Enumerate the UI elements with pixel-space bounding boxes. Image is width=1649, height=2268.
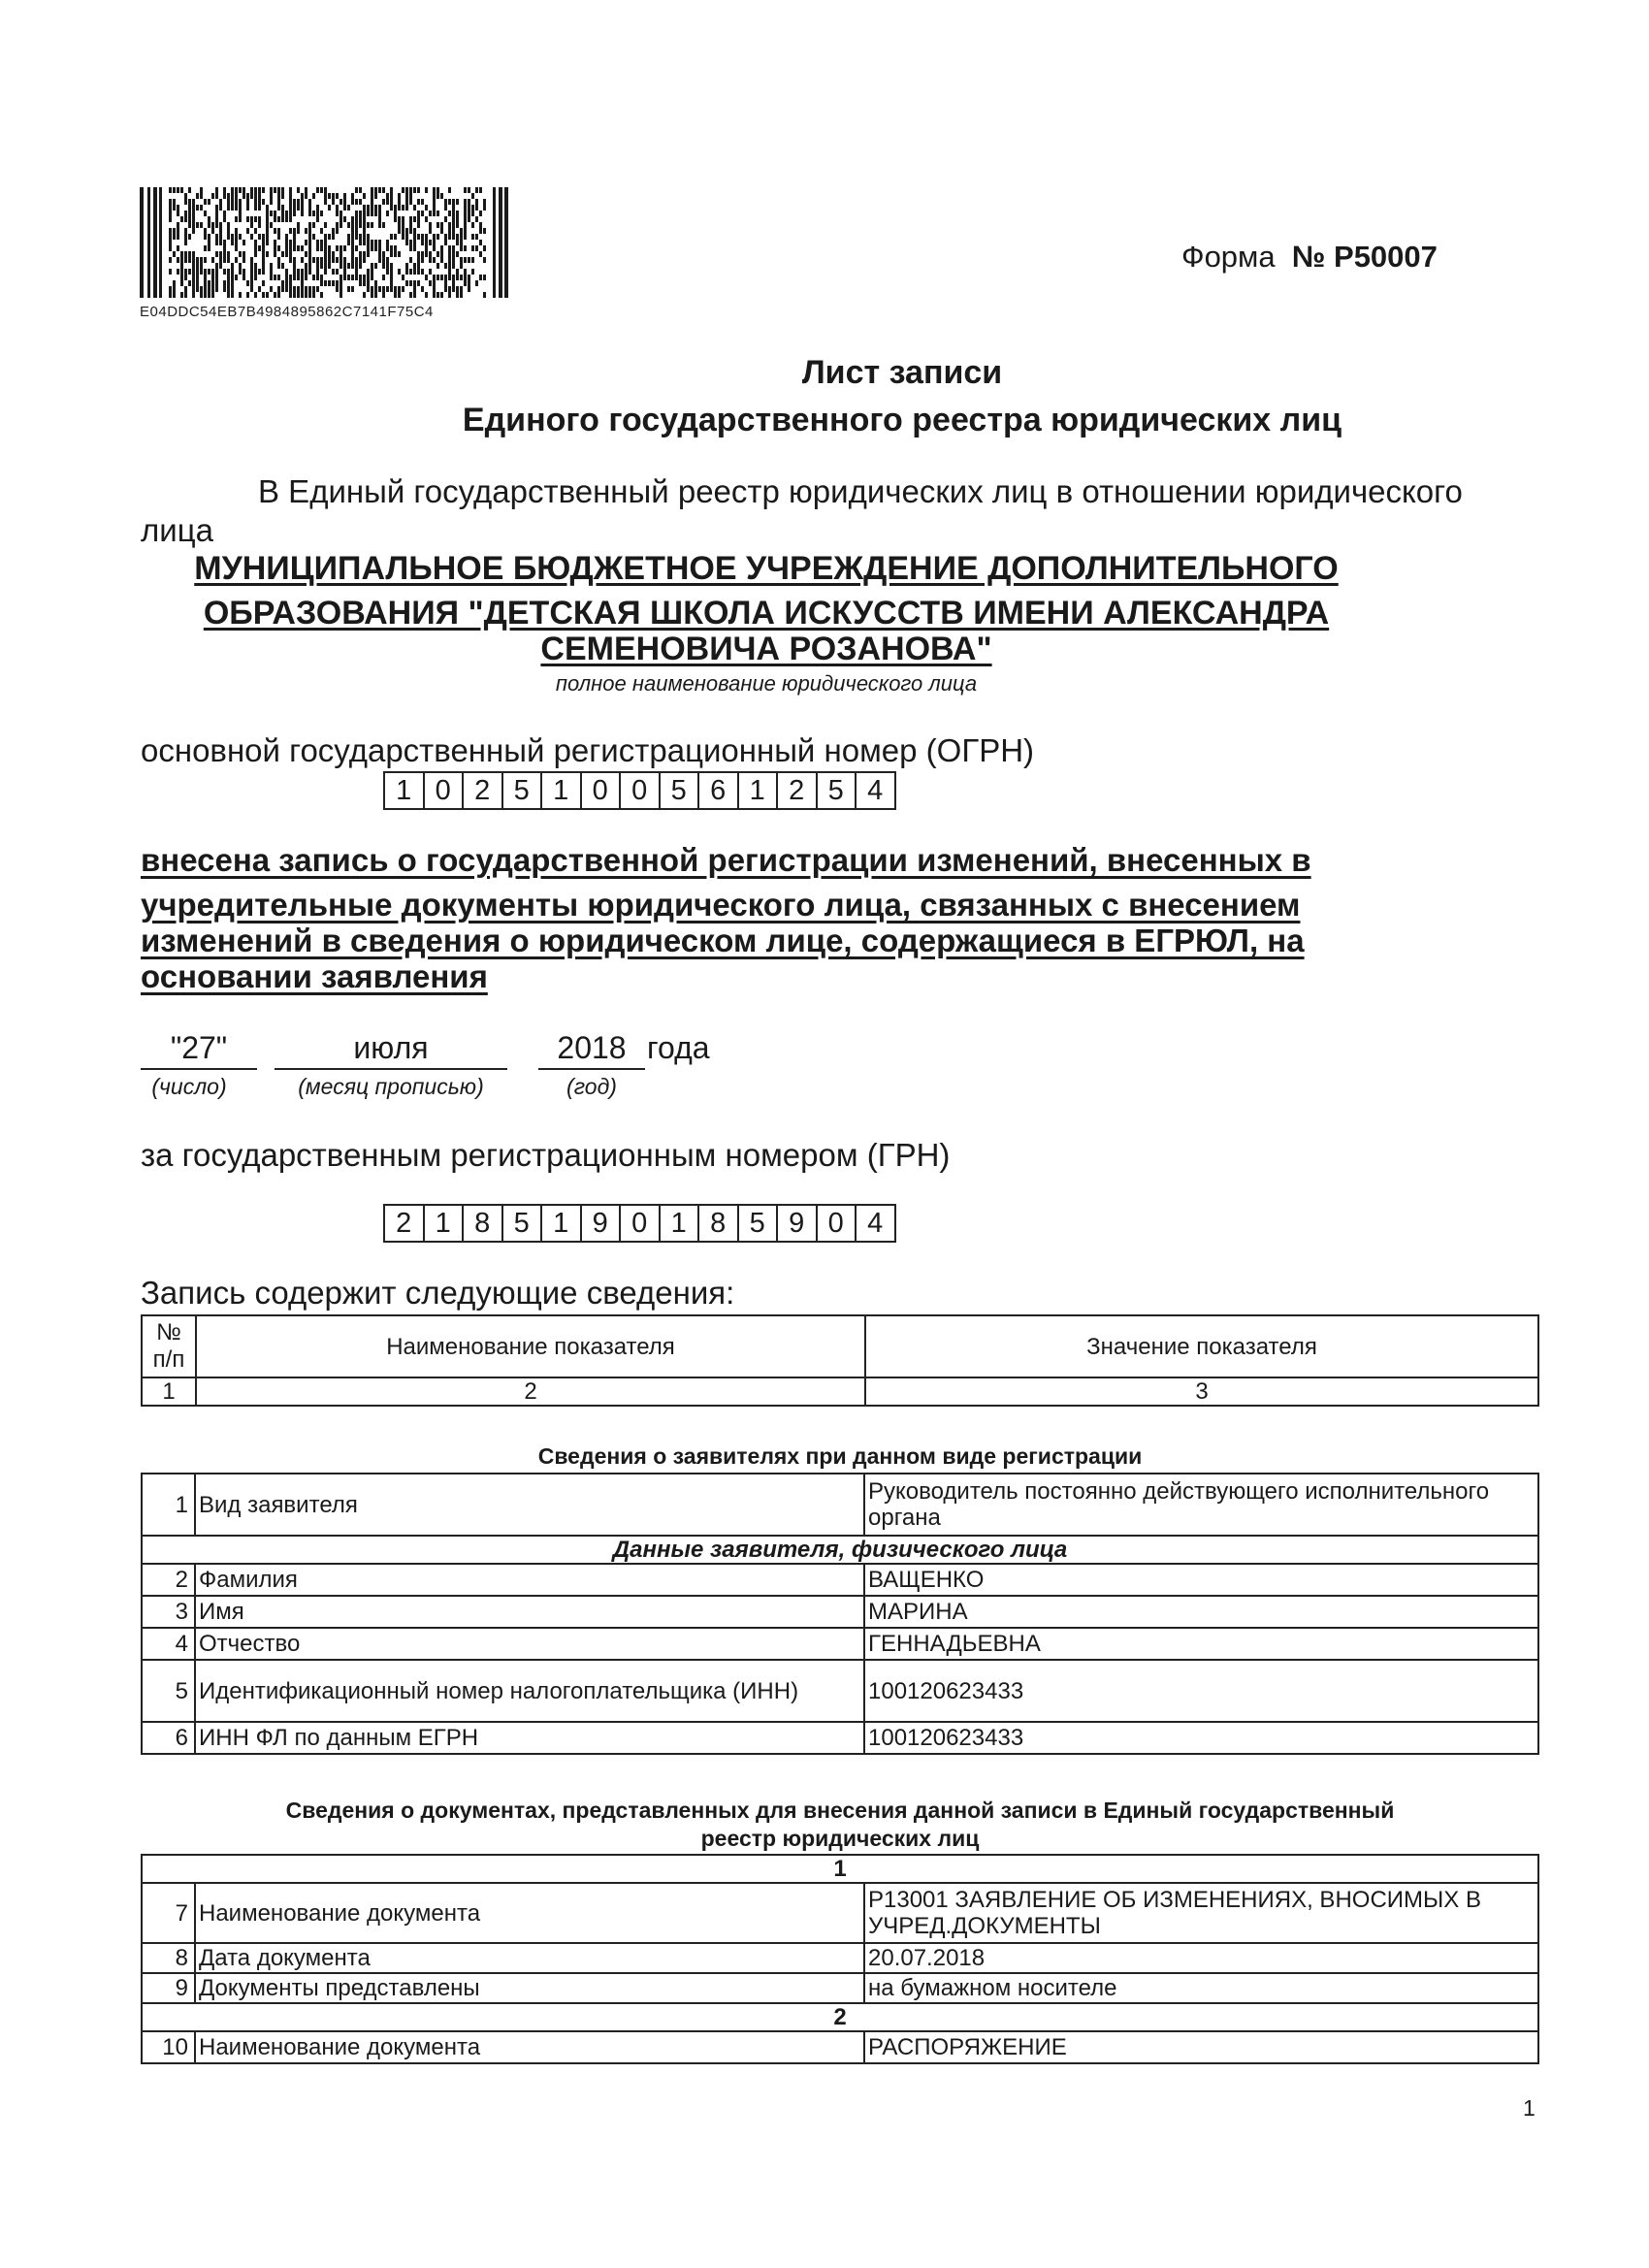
- ogrn-digit: 2: [464, 773, 503, 808]
- ogrn-digit: 5: [818, 773, 857, 808]
- form-prefix: Форма: [1181, 240, 1276, 274]
- table-group-row: [142, 1855, 1538, 1883]
- application-date-month: июля: [275, 1030, 507, 1070]
- applicant-subheader: Данные заявителя, физического лица: [142, 1536, 1538, 1564]
- row-number: 2: [142, 1564, 195, 1596]
- row-value: 20.07.2018: [864, 1943, 1538, 1973]
- grn-digit: 1: [661, 1206, 700, 1241]
- ogrn-digit: 0: [425, 773, 465, 808]
- table-header-row: [142, 1315, 1538, 1377]
- row-name: Документы представлены: [195, 1973, 864, 2003]
- ogrn-label: основной государственный регистрационный номер (ОГРН): [141, 732, 1035, 768]
- application-date-year: 2018: [538, 1030, 645, 1070]
- application-date-day: "27": [141, 1030, 257, 1070]
- document-title: Лист записи: [801, 354, 1003, 391]
- row-value: ГЕННАДЬЕВНА: [864, 1628, 1538, 1660]
- record-text-line1: внесена запись о государственной регистрации изменений, внесенных в: [141, 842, 1311, 878]
- row-value: 100120623433: [864, 1722, 1538, 1754]
- table-row: [142, 1660, 1538, 1722]
- barcode-code: E04DDC54EB7B4984895862C7141F75C4: [140, 304, 434, 320]
- row-name: Наименование документа: [195, 2031, 864, 2063]
- applicants-table: [141, 1473, 1539, 1755]
- page-number: 1: [1523, 2095, 1536, 2121]
- row-name: Вид заявителя: [195, 1474, 864, 1536]
- date-day-caption: (число): [151, 1074, 227, 1099]
- grn-label: за государственным регистрационным номером (ГРН): [141, 1137, 951, 1173]
- grn-digit: 8: [699, 1206, 739, 1241]
- row-name: ИНН ФЛ по данным ЕГРН: [195, 1722, 864, 1754]
- row-name: Идентификационный номер налогоплательщика (ИНН): [195, 1660, 864, 1722]
- grn-digit: 0: [818, 1206, 857, 1241]
- document-subtitle: Единого государственного реестра юридических лиц: [462, 402, 1342, 438]
- table-row: [142, 1474, 1538, 1536]
- section-documents-title-line2: реестр юридических лиц: [700, 1826, 980, 1851]
- row-number: 6: [142, 1722, 195, 1754]
- table-row: [142, 1564, 1538, 1596]
- ogrn-digit: 5: [503, 773, 543, 808]
- row-value: ВАЩЕНКО: [864, 1564, 1538, 1596]
- row-value: РАСПОРЯЖЕНИЕ: [864, 2031, 1538, 2063]
- row-number: 7: [142, 1883, 195, 1943]
- grn-digit: 5: [739, 1206, 779, 1241]
- row-number: 4: [142, 1628, 195, 1660]
- ogrn-digit: 2: [778, 773, 818, 808]
- grn-digit: 1: [542, 1206, 582, 1241]
- ogrn-digit: 0: [582, 773, 622, 808]
- grn-digit-boxes: [383, 1204, 896, 1243]
- record-contains-label: Запись содержит следующие сведения:: [141, 1275, 735, 1311]
- row-number: 1: [142, 1474, 195, 1536]
- row-name: Отчество: [195, 1628, 864, 1660]
- grn-digit: 8: [464, 1206, 503, 1241]
- documents-table: [141, 1854, 1539, 2064]
- row-name: Наименование документа: [195, 1883, 864, 1943]
- record-text-line2: учредительные документы юридического лица, связанных с внесением: [141, 887, 1301, 923]
- header-num-3: 3: [865, 1377, 1538, 1406]
- organization-name-line1: МУНИЦИПАЛЬНОЕ БЮДЖЕТНОЕ УЧРЕЖДЕНИЕ ДОПОЛНИТЕЛЬНОГО: [194, 550, 1339, 587]
- row-number: 5: [142, 1660, 195, 1722]
- table-header-numbering-row: [142, 1377, 1538, 1406]
- date-year-caption: (год): [566, 1074, 617, 1099]
- record-text-line3: изменений в сведения о юридическом лице, содержащиеся в ЕГРЮЛ, на: [141, 923, 1305, 958]
- table-row: [142, 1883, 1538, 1943]
- table-row: [142, 1628, 1538, 1660]
- ogrn-digit: 1: [385, 773, 425, 808]
- row-number: 3: [142, 1596, 195, 1628]
- section-applicants-title: Сведения о заявителях при данном виде регистрации: [537, 1443, 1143, 1469]
- section-documents-title: [141, 1797, 1539, 1853]
- table-group-row: [142, 2003, 1538, 2031]
- row-name: Дата документа: [195, 1943, 864, 1973]
- organization-name-line2: ОБРАЗОВАНИЯ "ДЕТСКАЯ ШКОЛА ИСКУССТВ ИМЕНИ АЛЕКСАНДРА: [203, 595, 1330, 632]
- row-number: 10: [142, 2031, 195, 2063]
- row-value: 100120623433: [864, 1660, 1538, 1722]
- document-group-number: 1: [142, 1855, 1538, 1883]
- header-num-1: 1: [142, 1377, 196, 1406]
- ogrn-digit-boxes: [383, 771, 896, 810]
- row-number: 8: [142, 1943, 195, 1973]
- table-row: [142, 1722, 1538, 1754]
- table-row: [142, 1596, 1538, 1628]
- ogrn-digit: 5: [661, 773, 700, 808]
- ogrn-digit: 1: [739, 773, 779, 808]
- grn-digit: 9: [582, 1206, 622, 1241]
- grn-digit: 1: [425, 1206, 465, 1241]
- grn-digit: 4: [867, 1208, 884, 1239]
- header-col-number: № п/п: [142, 1315, 196, 1377]
- record-header-table: [141, 1314, 1539, 1407]
- grn-digit: 0: [621, 1206, 661, 1241]
- ogrn-digit: 0: [621, 773, 661, 808]
- ogrn-digit: 1: [542, 773, 582, 808]
- intro-text-line2: лица: [141, 512, 213, 548]
- organization-name-line3: СЕМЕНОВИЧА РОЗАНОВА": [540, 631, 992, 667]
- date-month-caption: (месяц прописью): [298, 1074, 484, 1099]
- header-col-indicator-name: Наименование показателя: [196, 1315, 865, 1377]
- document-group-number: 2: [142, 2003, 1538, 2031]
- grn-digit: 2: [385, 1206, 425, 1241]
- organization-name-caption: полное наименование юридического лица: [555, 671, 978, 696]
- application-date-suffix: года: [647, 1030, 710, 1065]
- row-value: МАРИНА: [864, 1596, 1538, 1628]
- row-number: 9: [142, 1973, 195, 2003]
- header-num-2: 2: [196, 1377, 865, 1406]
- table-row: [142, 1943, 1538, 1973]
- ogrn-digit: 6: [699, 773, 739, 808]
- record-text-line4: основании заявления: [141, 958, 488, 994]
- row-name: Имя: [195, 1596, 864, 1628]
- ogrn-digit: 4: [867, 775, 884, 806]
- header-col-indicator-value: Значение показателя: [865, 1315, 1538, 1377]
- table-row: [142, 1973, 1538, 2003]
- barcode-image: [140, 187, 510, 298]
- row-value: Руководитель постоянно действующего исполнительного органа: [864, 1474, 1538, 1536]
- form-number: [1181, 240, 1438, 275]
- table-row: [142, 2031, 1538, 2063]
- grn-digit: 9: [778, 1206, 818, 1241]
- table-subheader-row: [142, 1536, 1538, 1564]
- row-value: Р13001 ЗАЯВЛЕНИЕ ОБ ИЗМЕНЕНИЯХ, ВНОСИМЫХ В УЧРЕД.ДОКУМЕНТЫ: [864, 1883, 1538, 1943]
- row-name: Фамилия: [195, 1564, 864, 1596]
- form-number-value: № Р50007: [1291, 240, 1438, 274]
- grn-digit: 5: [503, 1206, 543, 1241]
- intro-text-line1: В Единый государственный реестр юридических лиц в отношении юридического: [258, 473, 1463, 509]
- row-value: на бумажном носителе: [864, 1973, 1538, 2003]
- section-documents-title-line1: Сведения о документах, представленных для внесения данной записи в Единый государственный: [285, 1798, 1395, 1823]
